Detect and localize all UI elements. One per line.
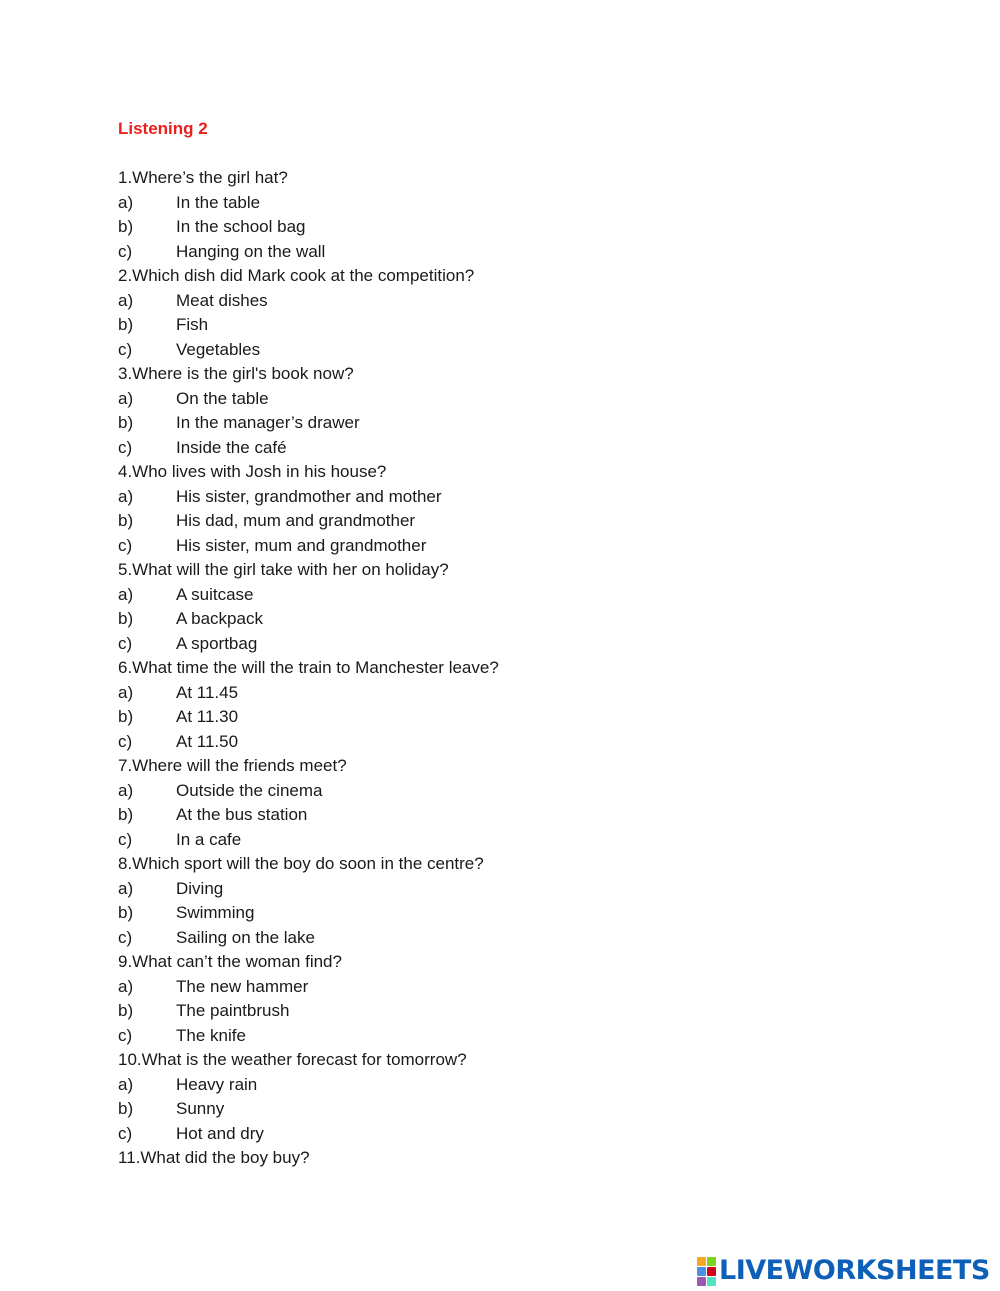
option-text: Hanging on the wall (176, 241, 326, 261)
option-letter: c) (118, 829, 133, 849)
option-text: A backpack (176, 609, 263, 628)
option-text: Heavy rain (176, 1074, 258, 1094)
question-7-option (118, 779, 878, 804)
option-text: A sportbag (176, 633, 258, 653)
question-10-option (118, 1073, 878, 1098)
option-letter: b) (118, 413, 134, 432)
question-10-option (118, 1097, 878, 1122)
option-text: Swimming (176, 903, 255, 922)
option-letter: c) (118, 535, 133, 555)
option-letter: b) (118, 1099, 134, 1118)
question-6-option (118, 730, 878, 755)
option-letter: b) (118, 511, 134, 530)
option-letter: b) (118, 805, 134, 824)
option-letter: c) (118, 633, 133, 653)
option-letter: c) (118, 339, 133, 359)
option-letter: a) (118, 682, 134, 702)
question-5-option (118, 632, 878, 657)
option-text: Outside the cinema (176, 780, 323, 800)
question-11: 11.What did the boy buy? (118, 1148, 310, 1167)
option-text: In a cafe (176, 829, 242, 849)
question-9-option (118, 975, 878, 1000)
worksheet-title: Listening 2 (118, 119, 208, 138)
option-letter: b) (118, 217, 134, 236)
question-1: 1.Where’s the girl hat? (118, 168, 288, 187)
question-9: 9.What can’t the woman find? (118, 952, 342, 971)
option-letter: a) (118, 584, 134, 604)
option-text: Vegetables (176, 339, 261, 359)
question-5-option (118, 583, 878, 608)
option-letter: c) (118, 1123, 133, 1143)
option-text: The new hammer (176, 976, 309, 996)
question-5-option (118, 607, 878, 632)
question-1-option (118, 240, 878, 265)
option-text: Hot and dry (176, 1123, 264, 1143)
option-letter: a) (118, 878, 134, 898)
option-text: At 11.30 (176, 707, 239, 726)
option-text: Sunny (176, 1099, 225, 1118)
option-text: A suitcase (176, 584, 254, 604)
option-text: His dad, mum and grandmother (176, 511, 416, 530)
question-7-option (118, 803, 878, 828)
option-letter: a) (118, 388, 134, 408)
question-4-option (118, 509, 878, 534)
question-list (118, 166, 878, 1171)
question-4: 4.Who lives with Josh in his house? (118, 462, 387, 481)
logo-block (707, 1267, 716, 1276)
option-letter: a) (118, 486, 134, 506)
question-3-option (118, 436, 878, 461)
question-4-option (118, 485, 878, 510)
question-9-option (118, 1024, 878, 1049)
option-text: Fish (176, 315, 209, 334)
question-8-option (118, 901, 878, 926)
question-8-option (118, 877, 878, 902)
logo-block (707, 1257, 716, 1266)
question-2-option (118, 338, 878, 363)
option-text: Diving (176, 878, 224, 898)
option-letter: c) (118, 1025, 133, 1045)
option-letter: a) (118, 976, 134, 996)
liveworksheets-logo (697, 1256, 990, 1286)
option-letter: b) (118, 1001, 134, 1020)
question-3-option (118, 411, 878, 436)
question-2-option (118, 289, 878, 314)
option-letter: c) (118, 241, 133, 261)
question-6: 6.What time the will the train to Manchester leave? (118, 658, 499, 677)
option-text: At the bus station (176, 805, 308, 824)
question-2: 2.Which dish did Mark cook at the competition? (118, 266, 475, 285)
question-8-option (118, 926, 878, 951)
logo-block (697, 1257, 706, 1266)
option-letter: a) (118, 780, 134, 800)
option-text: The paintbrush (176, 1001, 290, 1020)
option-letter: b) (118, 707, 134, 726)
question-10: 10.What is the weather forecast for tomorrow? (118, 1050, 467, 1069)
question-2-option (118, 313, 878, 338)
logo-block (707, 1277, 716, 1286)
option-text: Inside the café (176, 437, 287, 457)
question-5: 5.What will the girl take with her on holiday? (118, 560, 449, 579)
question-7-option (118, 828, 878, 853)
question-9-option (118, 999, 878, 1024)
option-text: At 11.45 (176, 682, 239, 702)
option-text: Meat dishes (176, 290, 268, 310)
option-text: On the table (176, 388, 269, 408)
logo-block (697, 1277, 706, 1286)
question-1-option (118, 215, 878, 240)
option-letter: a) (118, 290, 134, 310)
question-4-option (118, 534, 878, 559)
logo-blocks-icon (697, 1257, 716, 1286)
question-3-option (118, 387, 878, 412)
question-7: 7.Where will the friends meet? (118, 756, 347, 775)
question-8: 8.Which sport will the boy do soon in the centre? (118, 854, 484, 873)
option-text: In the school bag (176, 217, 306, 236)
question-6-option (118, 681, 878, 706)
option-text: The knife (176, 1025, 246, 1045)
option-letter: b) (118, 315, 134, 334)
option-text: Sailing on the lake (176, 927, 315, 947)
option-text: His sister, grandmother and mother (176, 486, 442, 506)
option-letter: c) (118, 437, 133, 457)
logo-text: LIVEWORKSHEETS (719, 1255, 990, 1286)
logo-block (697, 1267, 706, 1276)
question-1-option (118, 191, 878, 216)
option-text: His sister, mum and grandmother (176, 535, 427, 555)
option-letter: a) (118, 1074, 134, 1094)
question-6-option (118, 705, 878, 730)
option-letter: a) (118, 192, 134, 212)
option-letter: c) (118, 731, 133, 751)
option-text: In the manager’s drawer (176, 413, 360, 432)
option-letter: b) (118, 903, 134, 922)
option-text: In the table (176, 192, 261, 212)
option-letter: c) (118, 927, 133, 947)
question-3: 3.Where is the girl's book now? (118, 364, 354, 383)
option-text: At 11.50 (176, 731, 239, 751)
question-10-option (118, 1122, 878, 1147)
option-letter: b) (118, 609, 134, 628)
